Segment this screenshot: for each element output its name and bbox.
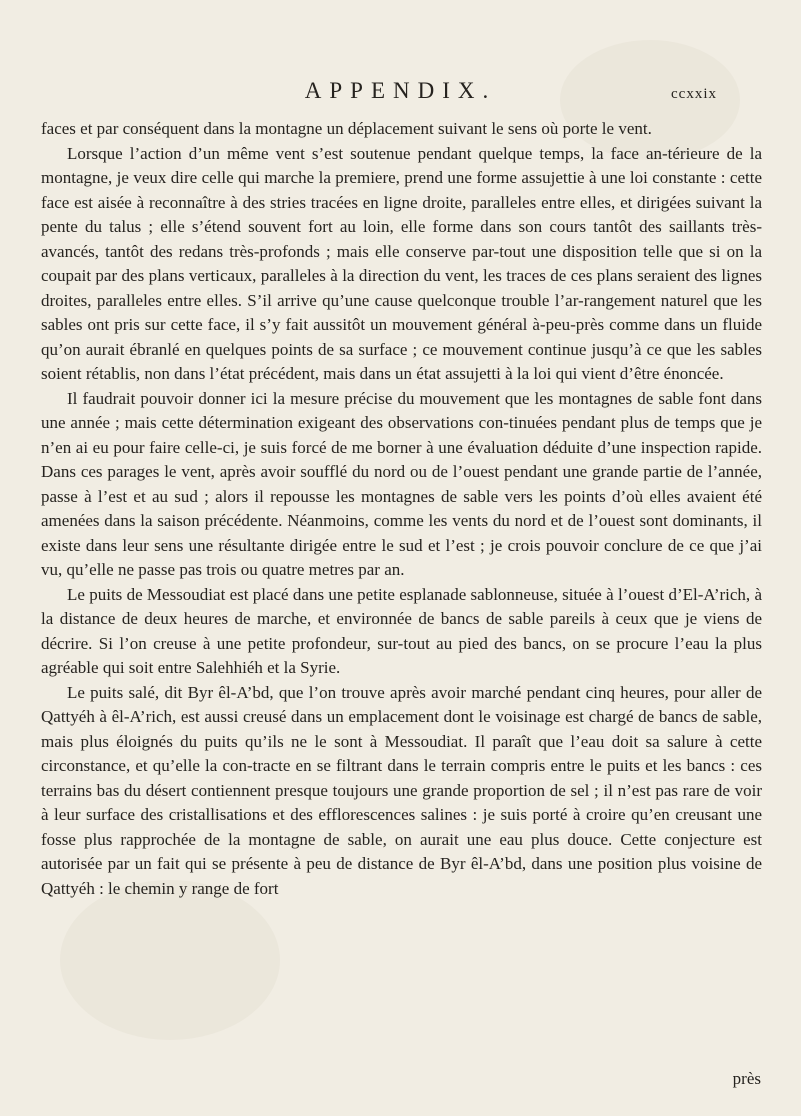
paragraph: Lorsque l’action d’un même vent s’est soutenue pendant quelque temps, la face an-térieure de la montagne, je veux dire celle qui marche la premiere, prend une forme assujettie à une loi constante : cette face est aisée à reconnaître à des stries tracées en ligne droite, paralleles entre elles, et dirigées suivant la pente du talus ; elle s’étend souvent fort au loin, elle forme dans son cours tantôt des saillants très-avancés, tantôt des redans très-profonds ; mais elle conserve par-tout une disposition telle que si on la coupait par des plans verticaux, paralleles à la direction du vent, les traces de ces plans seraient des lignes droites, paralleles entre elles. S’il arrive qu’une cause quelconque trouble l’ar-rangement naturel que les sables ont pris sur cette face, il s’y fait aussitôt un mouvement général à-peu-près comme dans un fluide qu’on aurait ébranlé en quelques points de sa surface ; ce mouvement continue jusqu’à ce que les sables soient rétablis, non dans l’état précédent, mais dans un état assujetti à la loi qui vient d’être énoncée. [41, 143, 762, 383]
running-title: APPENDIX. [304, 78, 497, 103]
paragraph: Il faudrait pouvoir donner ici la mesure précise du mouvement que les montagnes de sable font dans une année ; mais cette détermination exigeant des observations con-tinuées pendant plus de temps que je n’en ai eu pour faire celle-ci, je suis forcé de me borner à une évaluation déduite d’une inspection rapide. Dans ces parages le vent, après avoir soufflé du nord ou de l’ouest pendant une grande partie de l’année, passe à l’est et au sud ; alors il repousse les montagnes de sable vers les points d’où elles avaient été amenées dans la saison précédente. Néanmoins, comme les vents du nord et de l’ouest sont dominants, il existe dans leur sens une résultante dirigée entre le sud et l’est ; je crois pouvoir conclure de ce que j’ai vu, qu’elle ne passe pas trois ou quatre metres par an. [41, 388, 762, 579]
body-text [41, 117, 762, 901]
paragraph: Le puits salé, dit Byr êl-A’bd, que l’on trouve après avoir marché pendant cinq heures, pour aller de Qattyéh à êl-A’rich, est aussi creusé dans un emplacement dont le voisinage est chargé de bancs de sable, mais plus éloignés du puits qu’ils ne le sont à Messoudiat. Il paraît que l’eau doit sa salure à cette circonstance, et qu’elle la con-tracte en se filtrant dans le terrain compris entre le puits et les bancs : ces terrains bas du désert contiennent presque toujours une grande proportion de sel ; il n’est pas rare de voir à leur surface des cristallisations et des efflorescences salines : je suis porté à croire qu’en creusant une fosse plus rapprochée de la montagne de sable, on aurait une eau plus douce. Cette conjecture est autorisée par un fait qui se présente à peu de distance de Byr êl-A’bd, dans une position plus voisine de Qattyéh : le chemin y range de fort [41, 682, 762, 898]
page-header [0, 78, 801, 108]
paragraph: Le puits de Messoudiat est placé dans une petite esplanade sablonneuse, située à l’ouest d’El-A’rich, à la distance de deux heures de marche, et environnée de bancs de sable pareils à ceux que je viens de décrire. Si l’on creuse à une petite profondeur, sur-tout au pied des bancs, on se procure l’eau la plus agréable qui soit entre Salehhiéh et la Syrie. [41, 584, 762, 677]
paragraph: faces et par conséquent dans la montagne un déplacement suivant le sens où porte le vent. [41, 119, 652, 138]
page-number: ccxxix [671, 86, 717, 102]
catchword: près [732, 1069, 761, 1088]
paper-stain [60, 880, 280, 1040]
